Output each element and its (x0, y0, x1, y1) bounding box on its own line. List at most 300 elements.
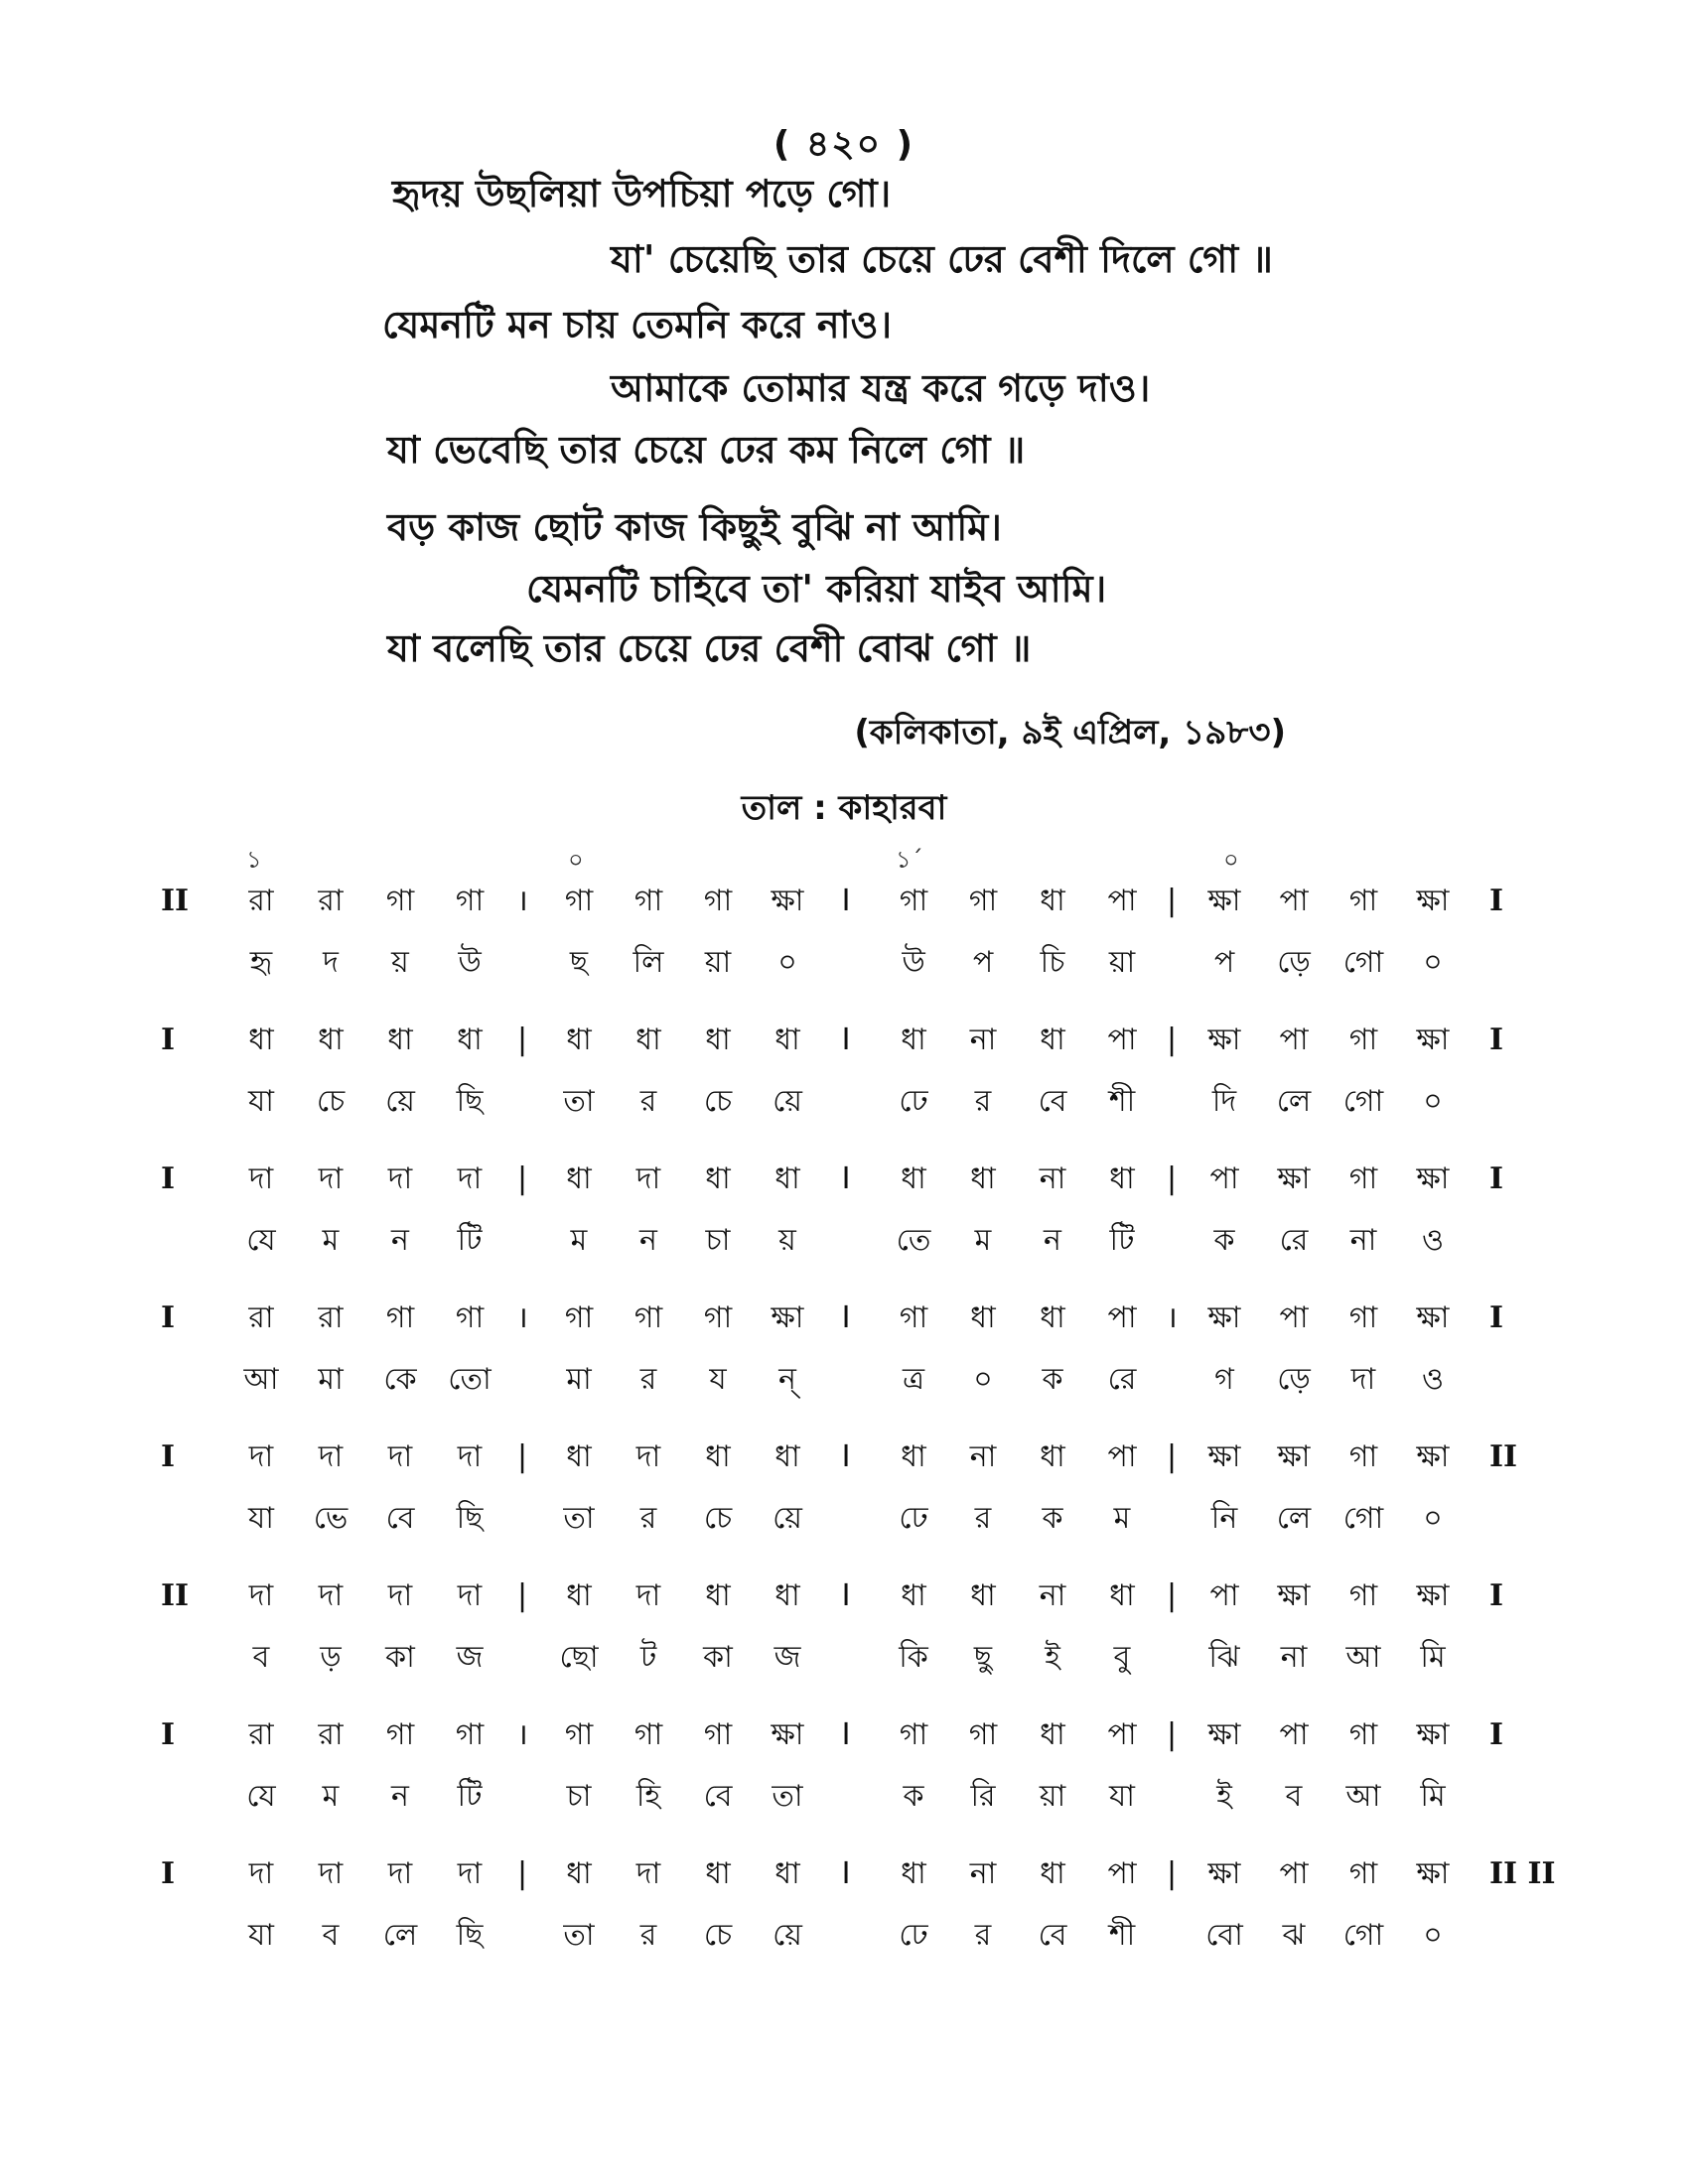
lyric-syllable: গো (1342, 1501, 1384, 1536)
beat-separator: | (1166, 1439, 1178, 1474)
swara-note: গা (968, 1717, 998, 1752)
lyric-line: যা বলেছি তার চেয়ে ঢের বেশী বোঝ গো ॥ (387, 626, 1032, 670)
lyric-syllable: লে (1276, 1084, 1312, 1119)
beat-separator: | (516, 1023, 528, 1057)
swara-note: পা (1279, 1856, 1309, 1891)
swara-note: ধা (970, 1578, 996, 1613)
lyric-syllable: তে (896, 1223, 931, 1258)
lyric-syllable: হি (635, 1779, 661, 1814)
beat-mark: ১ (246, 846, 262, 874)
lyric-syllable: দি (1211, 1084, 1237, 1119)
lyric-syllable: ব (252, 1640, 270, 1675)
lyric-syllable: ব (322, 1918, 340, 1953)
bar-line-close: I (1489, 1023, 1504, 1057)
lyric-syllable: রি (970, 1779, 996, 1814)
lyric-syllable: তো (448, 1362, 492, 1397)
swara-note: গা (1348, 1023, 1378, 1057)
swara-note: ধা (318, 1023, 344, 1057)
swara-note: ক্ষা (1416, 884, 1450, 918)
swara-note: রা (318, 884, 344, 918)
swara-note: ক্ষা (1277, 1578, 1311, 1613)
lyric-syllable: বো (1205, 1918, 1243, 1953)
swara-note: ক্ষা (1277, 1439, 1311, 1474)
swara-note: পা (1107, 1856, 1137, 1891)
lyric-syllable: য় (391, 945, 409, 980)
lyric-syllable: মা (566, 1362, 592, 1397)
lyric-syllable: ই (1045, 1640, 1060, 1675)
swara-note: ধা (970, 1161, 996, 1196)
lyric-syllable: র (639, 1918, 657, 1953)
lyric-syllable: যা (1109, 1779, 1135, 1814)
swara-note: ধা (774, 1023, 800, 1057)
swara-note: রা (248, 1300, 274, 1335)
lyric-syllable: তা (563, 1084, 595, 1119)
bar-line-close: I (1489, 1300, 1504, 1335)
lyric-syllable: ম (570, 1223, 588, 1258)
swara-note: দা (248, 1856, 274, 1891)
swara-note: দা (457, 1161, 483, 1196)
lyric-syllable: ছি (456, 1084, 484, 1119)
swara-note: ধা (970, 1300, 996, 1335)
swara-note: পা (1107, 1717, 1137, 1752)
swara-note: ধা (774, 1161, 800, 1196)
swara-note: ক্ষা (771, 884, 804, 918)
swara-note: পা (1107, 1300, 1137, 1335)
bar-line-open: II (161, 1578, 190, 1613)
swara-note: না (1039, 1578, 1066, 1613)
swara-note: ক্ষা (1207, 1439, 1241, 1474)
swara-note: গা (455, 884, 485, 918)
lyric-syllable: ঝ (1282, 1918, 1306, 1953)
lyric-syllable: কি (899, 1640, 928, 1675)
bar-line-open: I (161, 1717, 176, 1752)
swara-note: না (1039, 1161, 1066, 1196)
beat-separator: । (1166, 1300, 1178, 1335)
lyric-syllable: মি (1420, 1779, 1446, 1814)
beat-separator: | (516, 1161, 528, 1196)
swara-note: ধা (566, 1161, 592, 1196)
lyric-syllable: আ (1345, 1640, 1381, 1675)
lyric-syllable: ভে (313, 1501, 349, 1536)
lyric-syllable: ০ (1423, 945, 1443, 980)
swara-note: না (969, 1856, 997, 1891)
swara-note: গা (899, 884, 928, 918)
lyric-syllable: র (974, 1501, 992, 1536)
lyric-line: যা ভেবেছি তার চেয়ে ঢের কম নিলে গো ॥ (387, 428, 1026, 472)
bar-line-open: I (161, 1856, 176, 1891)
lyric-syllable: য়া (704, 945, 732, 980)
beat-mark: ০ (568, 846, 584, 874)
bar-line-close: I (1489, 1161, 1504, 1196)
beat-separator: I (841, 1578, 851, 1613)
lyric-syllable: ন (1044, 1223, 1061, 1258)
swara-note: ধা (566, 1578, 592, 1613)
swara-note: ধা (1040, 884, 1065, 918)
lyric-syllable: ও (1421, 1223, 1445, 1258)
swara-note: পা (1107, 1023, 1137, 1057)
swara-note: দা (457, 1856, 483, 1891)
swara-note: দা (387, 1161, 413, 1196)
beat-separator: | (1166, 1023, 1178, 1057)
lyric-syllable: প (972, 945, 994, 980)
lyric-syllable: ড় (320, 1640, 342, 1675)
lyric-syllable: উ (458, 945, 482, 980)
swara-note: গা (1348, 1300, 1378, 1335)
lyric-syllable: চে (703, 1918, 733, 1953)
lyric-syllable: মি (1420, 1640, 1446, 1675)
swara-note: রা (318, 1717, 344, 1752)
lyric-syllable: ট (639, 1640, 657, 1675)
swara-note: গা (968, 884, 998, 918)
lyric-syllable: ন (391, 1223, 409, 1258)
swara-note: গা (385, 1717, 415, 1752)
lyric-syllable: লে (1276, 1501, 1312, 1536)
swara-note: ধা (705, 1161, 731, 1196)
lyric-syllable: চা (705, 1223, 731, 1258)
swara-note: ধা (901, 1856, 926, 1891)
lyric-syllable: নি (1210, 1501, 1238, 1536)
swara-note: দা (635, 1856, 661, 1891)
swara-note: গা (564, 1300, 594, 1335)
beat-separator: | (516, 1578, 528, 1613)
swara-note: ক্ষা (1416, 1023, 1450, 1057)
lyric-syllable: যে (246, 1779, 276, 1814)
lyric-syllable: য (709, 1362, 727, 1397)
swara-note: পা (1107, 884, 1137, 918)
lyric-syllable: গো (1342, 1084, 1384, 1119)
lyric-syllable: ঢে (899, 1918, 928, 1953)
lyric-syllable: ক (1042, 1362, 1063, 1397)
swara-note: গা (633, 884, 663, 918)
lyric-syllable: যে (246, 1223, 276, 1258)
lyric-syllable: ড়ে (1277, 1362, 1311, 1397)
lyric-syllable: চি (1040, 945, 1065, 980)
lyric-syllable: হৃ (249, 945, 273, 980)
lyric-syllable: বে (385, 1501, 415, 1536)
swara-note: ধা (1109, 1161, 1135, 1196)
swara-note: দা (318, 1578, 344, 1613)
bar-line-open: I (161, 1023, 176, 1057)
beat-separator: | (1166, 1161, 1178, 1196)
beat-separator: I (841, 1300, 851, 1335)
swara-note: ধা (566, 1856, 592, 1891)
swara-note: ধা (774, 1856, 800, 1891)
lyric-syllable: য়ে (773, 1084, 802, 1119)
swara-note: দা (635, 1439, 661, 1474)
lyric-syllable: ক (1213, 1223, 1235, 1258)
swara-note: পা (1209, 1161, 1239, 1196)
lyric-syllable: কা (385, 1640, 415, 1675)
lyric-syllable: তা (563, 1918, 595, 1953)
swara-note: রা (248, 1717, 274, 1752)
swara-note: গা (385, 1300, 415, 1335)
swara-note: ক্ষা (1416, 1717, 1450, 1752)
lyric-syllable: আ (1345, 1779, 1381, 1814)
swara-note: দা (318, 1439, 344, 1474)
swara-note: গা (1348, 884, 1378, 918)
swara-note: ধা (1040, 1300, 1065, 1335)
bar-line-close: I (1489, 884, 1504, 918)
lyric-syllable: লে (382, 1918, 418, 1953)
lyric-syllable: র (974, 1918, 992, 1953)
lyric-syllable: কা (703, 1640, 733, 1675)
swara-note: দা (318, 1856, 344, 1891)
lyric-syllable: ছি (456, 1501, 484, 1536)
swara-note: দা (248, 1578, 274, 1613)
lyric-syllable: ত্র (902, 1362, 925, 1397)
lyric-syllable: ঝি (1208, 1640, 1240, 1675)
swara-note: ক্ষা (1416, 1578, 1450, 1613)
swara-note: গা (1348, 1439, 1378, 1474)
lyric-syllable: র (639, 1084, 657, 1119)
lyric-syllable: ন (639, 1223, 657, 1258)
lyric-syllable: বে (703, 1779, 733, 1814)
lyric-syllable: য়া (1108, 945, 1136, 980)
lyric-syllable: ঢে (899, 1501, 928, 1536)
beat-separator: | (1166, 884, 1178, 918)
lyric-syllable: লি (633, 945, 664, 980)
swara-note: ধা (1040, 1439, 1065, 1474)
lyric-syllable: ম (322, 1223, 340, 1258)
lyric-syllable: ও (1421, 1362, 1445, 1397)
lyric-syllable: ছি (456, 1918, 484, 1953)
swara-note: পা (1279, 1300, 1309, 1335)
swara-note: ক্ষা (1207, 1856, 1241, 1891)
swara-note: গা (1348, 1717, 1378, 1752)
swara-note: ধা (901, 1023, 926, 1057)
swara-note: ক্ষা (771, 1717, 804, 1752)
lyric-syllable: রে (1107, 1362, 1137, 1397)
swara-note: ধা (635, 1023, 661, 1057)
lyric-syllable: ই (1216, 1779, 1232, 1814)
lyric-syllable: দ (323, 945, 339, 980)
swara-note: ধা (566, 1023, 592, 1057)
swara-note: ক্ষা (1416, 1300, 1450, 1335)
lyric-syllable: যা (248, 1084, 274, 1119)
lyric-syllable: তা (772, 1779, 803, 1814)
lyric-syllable: বু (1113, 1640, 1131, 1675)
beat-separator: । (516, 1717, 528, 1752)
lyric-syllable: ছো (559, 1640, 599, 1675)
lyric-syllable: য়ে (773, 1501, 802, 1536)
lyric-syllable: প (1213, 945, 1235, 980)
swara-note: দা (387, 1439, 413, 1474)
lyric-line: যা' চেয়েছি তার চেয়ে ঢের বেশী দিলে গো ॥ (611, 237, 1273, 281)
lyric-syllable: চে (703, 1501, 733, 1536)
lyric-syllable: ম (974, 1223, 992, 1258)
swara-note: ধা (248, 1023, 274, 1057)
swara-note: ধা (901, 1161, 926, 1196)
swara-note: ধা (774, 1439, 800, 1474)
lyric-syllable: ০ (777, 945, 797, 980)
lyric-syllable: যা (248, 1918, 274, 1953)
swara-note: ক্ষা (1207, 884, 1241, 918)
lyric-syllable: তা (563, 1501, 595, 1536)
lyric-syllable: চা (566, 1779, 592, 1814)
swara-note: দা (635, 1161, 661, 1196)
lyric-syllable: ০ (1423, 1084, 1443, 1119)
beat-separator: I (841, 1023, 851, 1057)
lyric-line: যেমনটি চাহিবে তা' করিয়া যাইব আমি। (526, 567, 1107, 611)
lyric-syllable: ছ (569, 945, 589, 980)
swara-note: না (969, 1439, 997, 1474)
lyric-syllable: টি (457, 1779, 483, 1814)
swara-note: পা (1209, 1578, 1239, 1613)
swara-note: গা (564, 1717, 594, 1752)
beat-mark: ০ (1223, 846, 1239, 874)
swara-note: গা (703, 884, 733, 918)
swara-note: গা (633, 1300, 663, 1335)
swara-note: ধা (387, 1023, 413, 1057)
beat-separator: | (516, 1439, 528, 1474)
swara-note: ক্ষা (1416, 1161, 1450, 1196)
lyric-syllable: য়ে (385, 1084, 415, 1119)
lyric-syllable: য়ে (773, 1918, 802, 1953)
beat-separator: | (1166, 1578, 1178, 1613)
lyric-syllable: শী (1108, 1084, 1136, 1119)
swara-note: গা (703, 1717, 733, 1752)
swara-note: ধা (566, 1439, 592, 1474)
lyric-line: হৃদয় উছলিয়া উপচিয়া পড়ে গো। (392, 172, 892, 215)
swara-note: রা (318, 1300, 344, 1335)
swara-note: দা (457, 1578, 483, 1613)
swara-note: পা (1279, 1717, 1309, 1752)
swara-note: গা (1348, 1161, 1378, 1196)
swara-note: ধা (1109, 1578, 1135, 1613)
beat-separator: I (841, 1439, 851, 1474)
swara-note: গা (564, 884, 594, 918)
swara-note: ক্ষা (771, 1300, 804, 1335)
swara-note: গা (455, 1717, 485, 1752)
swara-note: গা (1348, 1578, 1378, 1613)
lyric-syllable: মা (318, 1362, 344, 1397)
lyric-syllable: টি (457, 1223, 483, 1258)
lyric-syllable: ০ (1423, 1918, 1443, 1953)
swara-note: ক্ষা (1207, 1717, 1241, 1752)
dateline: (কলিকাতা, ৯ই এপ্রিল, ১৯৮৩) (854, 713, 1286, 752)
lyric-syllable: না (1349, 1223, 1377, 1258)
swara-note: ক্ষা (1277, 1161, 1311, 1196)
swara-note: গা (899, 1717, 928, 1752)
lyric-syllable: না (1280, 1640, 1308, 1675)
beat-separator: I (841, 1856, 851, 1891)
swara-note: ক্ষা (1207, 1023, 1241, 1057)
lyric-syllable: গ (1214, 1362, 1234, 1397)
swara-note: দা (457, 1439, 483, 1474)
lyric-syllable: ম (1113, 1501, 1131, 1536)
swara-note: ধা (457, 1023, 483, 1057)
swara-note: ধা (1040, 1856, 1065, 1891)
lyric-syllable: ক (903, 1779, 924, 1814)
swara-note: গা (385, 884, 415, 918)
swara-note: ধা (705, 1856, 731, 1891)
swara-note: দা (387, 1856, 413, 1891)
lyric-syllable: র (639, 1501, 657, 1536)
swara-note: ধা (901, 1439, 926, 1474)
bar-line-close: II (1489, 1439, 1518, 1474)
swara-note: দা (248, 1439, 274, 1474)
swara-note: না (969, 1023, 997, 1057)
swara-note: ক্ষা (1416, 1856, 1450, 1891)
swara-note: দা (387, 1578, 413, 1613)
lyric-syllable: রে (1279, 1223, 1309, 1258)
lyric-syllable: ম (322, 1779, 340, 1814)
lyric-syllable: র (639, 1362, 657, 1397)
lyric-syllable: ন্ (778, 1362, 796, 1397)
beat-separator: | (1166, 1717, 1178, 1752)
swara-note: দা (248, 1161, 274, 1196)
swara-note: ধা (705, 1578, 731, 1613)
beat-separator: I (841, 884, 851, 918)
lyric-syllable: চে (703, 1084, 733, 1119)
lyric-syllable: য়া (1039, 1779, 1066, 1814)
swara-note: ধা (705, 1023, 731, 1057)
lyric-syllable: শী (1108, 1918, 1136, 1953)
beat-mark: ১´ (896, 846, 923, 874)
lyric-syllable: য় (778, 1223, 796, 1258)
lyric-syllable: টি (1109, 1223, 1135, 1258)
lyric-syllable: ব (1285, 1779, 1303, 1814)
bar-line-close: II II (1489, 1856, 1556, 1891)
lyric-syllable: ন (391, 1779, 409, 1814)
lyric-syllable: ঢে (899, 1084, 928, 1119)
swara-note: দা (635, 1578, 661, 1613)
bar-line-open: I (161, 1439, 176, 1474)
lyric-syllable: র (974, 1084, 992, 1119)
lyric-syllable: ০ (973, 1362, 993, 1397)
lyric-line: আমাকে তোমার যন্ত্র করে গড়ে দাও। (611, 366, 1151, 410)
swara-note: পা (1107, 1439, 1137, 1474)
swara-note: গা (703, 1300, 733, 1335)
lyric-syllable: উ (902, 945, 925, 980)
beat-separator: । (516, 1300, 528, 1335)
lyric-syllable: আ (243, 1362, 279, 1397)
swara-note: গা (899, 1300, 928, 1335)
swara-note: গা (455, 1300, 485, 1335)
lyric-line: যেমনটি মন চায় তেমনি করে নাও। (382, 303, 893, 346)
lyric-syllable: কে (383, 1362, 417, 1397)
lyric-syllable: দা (1350, 1362, 1376, 1397)
swara-note: ধা (901, 1578, 926, 1613)
beat-separator: I (841, 1161, 851, 1196)
lyric-line: বড় কাজ ছোট কাজ কিছুই বুঝি না আমি। (387, 505, 1002, 549)
bar-line-close: I (1489, 1717, 1504, 1752)
tala-heading: তাল : কাহারবা (741, 788, 947, 828)
lyric-syllable: ড়ে (1277, 945, 1311, 980)
swara-note: ধা (705, 1439, 731, 1474)
swara-note: পা (1279, 1023, 1309, 1057)
beat-separator: | (1166, 1856, 1178, 1891)
swara-note: পা (1279, 884, 1309, 918)
swara-note: ধা (1040, 1023, 1065, 1057)
lyric-syllable: জ (456, 1640, 484, 1675)
lyric-syllable: যা (248, 1501, 274, 1536)
lyric-syllable: বে (1038, 1918, 1067, 1953)
bar-line-open: II (161, 884, 190, 918)
bar-line-open: I (161, 1161, 176, 1196)
lyric-syllable: গো (1342, 1918, 1384, 1953)
swara-note: দা (318, 1161, 344, 1196)
lyric-syllable: ছু (973, 1640, 993, 1675)
lyric-syllable: জ (774, 1640, 801, 1675)
beat-separator: I (841, 1717, 851, 1752)
swara-note: গা (633, 1717, 663, 1752)
beat-separator: । (516, 884, 528, 918)
lyric-syllable: ০ (1423, 1501, 1443, 1536)
swara-note: ক্ষা (1416, 1439, 1450, 1474)
swara-note: ধা (1040, 1717, 1065, 1752)
lyric-syllable: ক (1042, 1501, 1063, 1536)
